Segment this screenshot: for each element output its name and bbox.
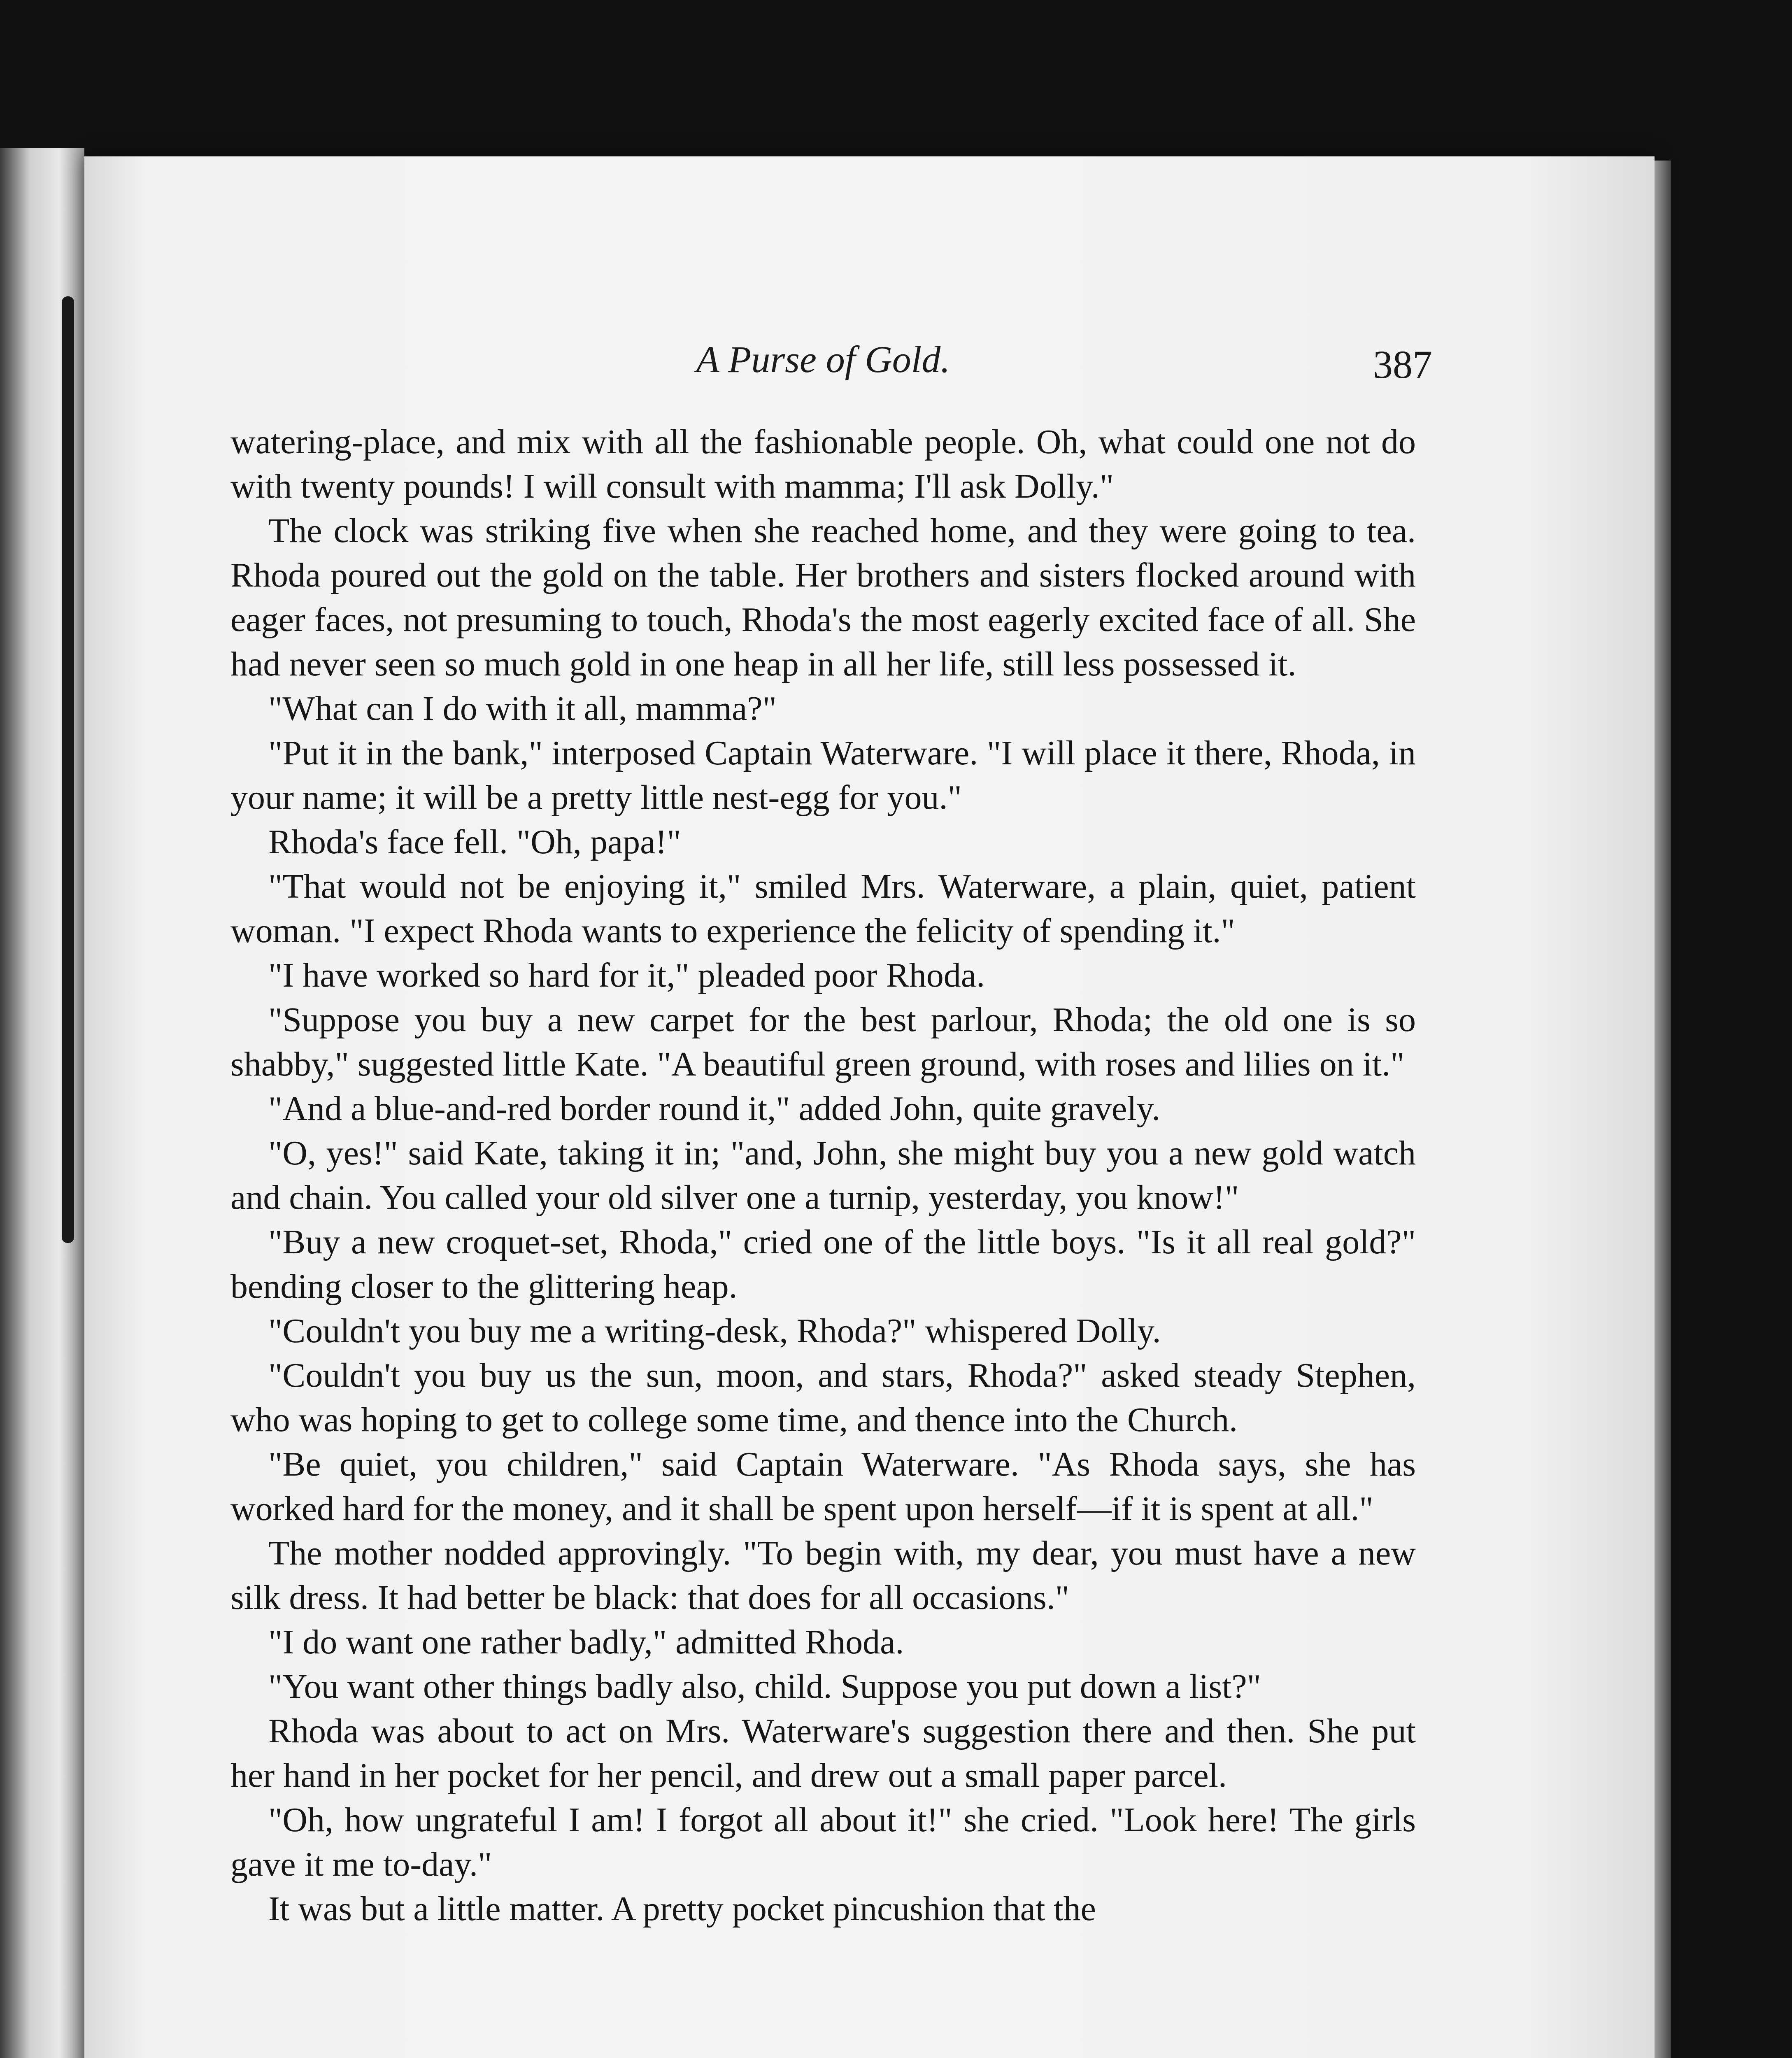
paragraph: "You want other things badly also, child. Suppose you put down a list?" xyxy=(268,1667,1261,1706)
paragraph: "Couldn't you buy me a writing-desk, Rhoda?" whispered Dolly. xyxy=(268,1312,1161,1350)
paragraph: "Put it in the bank," interposed Captain Waterware. "I will place it there, Rhoda, in your name; it will be a pretty little nest-egg for you." xyxy=(230,734,1416,817)
paragraph: The clock was striking five when she reached home, and they were going to tea. Rhoda poured out the gold on the table. Her brothers and sisters flocked around with eager faces, not presuming to touch, Rhoda's the most eagerly excited face of all. She had never seen so much gold in one heap in all her life, still less possessed it. xyxy=(230,512,1416,683)
paragraph: "Oh, how ungrateful I am! I forgot all about it!" she cried. "Look here! The girls gave it me to-day." xyxy=(230,1801,1416,1883)
paragraph: "O, yes!" said Kate, taking it in; "and, John, she might buy you a new gold watch and chain. You called your old silver one a turnip, yesterday, you know!" xyxy=(230,1134,1416,1217)
paragraph: watering-place, and mix with all the fashionable people. Oh, what could one not do with twenty pounds! I will consult with mamma; I'll ask Dolly." xyxy=(230,423,1416,505)
paragraph: "Couldn't you buy us the sun, moon, and stars, Rhoda?" asked steady Stephen, who was hoping to get to college some time, and thence into the Church. xyxy=(230,1356,1416,1439)
paragraph: The mother nodded approvingly. "To begin with, my dear, you must have a new silk dress. It had better be black: that does for all occasions." xyxy=(230,1534,1416,1617)
paragraph: "What can I do with it all, mamma?" xyxy=(268,689,777,728)
page-edge xyxy=(1655,161,1671,2058)
body-text xyxy=(230,420,1416,1931)
binding-shadow xyxy=(62,296,74,1243)
paragraph: "That would not be enjoying it," smiled Mrs. Waterware, a plain, quiet, patient woman. "I expect Rhoda wants to experience the felicity of spending it." xyxy=(230,867,1416,950)
paragraph: "And a blue-and-red border round it," added John, quite gravely. xyxy=(268,1090,1161,1128)
paragraph: "Buy a new croquet-set, Rhoda," cried one of the little boys. "Is it all real gold?" bending closer to the glittering heap. xyxy=(230,1223,1416,1306)
paragraph: "I have worked so hard for it," pleaded poor Rhoda. xyxy=(268,956,985,994)
paragraph: Rhoda's face fell. "Oh, papa!" xyxy=(268,823,681,861)
paragraph: "I do want one rather badly," admitted Rhoda. xyxy=(268,1623,904,1661)
paragraph: Rhoda was about to act on Mrs. Waterware's suggestion there and then. She put her hand in her pocket for her pencil, and drew out a small paper parcel. xyxy=(230,1712,1416,1795)
paragraph: "Suppose you buy a new carpet for the best parlour, Rhoda; the old one is so shabby," suggested little Kate. "A beautiful green ground, with roses and lilies on it." xyxy=(230,1001,1416,1083)
page-number: 387 xyxy=(1373,342,1432,386)
running-title: A Purse of Gold. xyxy=(696,338,950,380)
paragraph: "Be quiet, you children," said Captain Waterware. "As Rhoda says, she has worked hard for the money, and it shall be spent upon herself—if it is spent at all." xyxy=(230,1445,1416,1528)
paragraph: It was but a little matter. A pretty pocket pincushion that the xyxy=(268,1890,1096,1928)
